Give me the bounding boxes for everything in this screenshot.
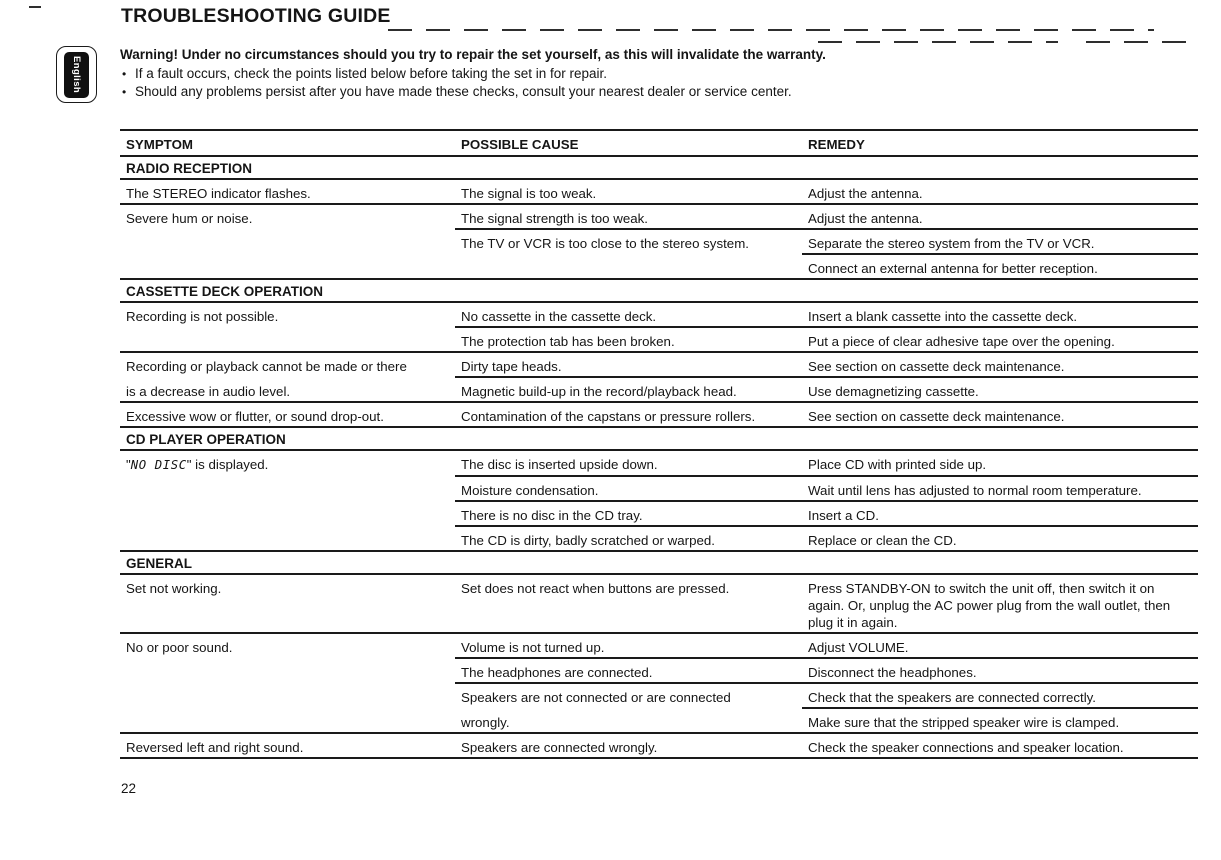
symptom-text: " is displayed.: [186, 457, 269, 472]
remedy-cell: See section on cassette deck maintenance.: [808, 359, 1065, 374]
cause-cell: wrongly.: [461, 715, 510, 730]
symptom-cell: The STEREO indicator flashes.: [126, 186, 311, 201]
scan-artifact-dash-line: [388, 29, 1154, 31]
symptom-cell: [120, 477, 455, 502]
table-body: [120, 157, 1198, 759]
table-row: [120, 527, 1198, 552]
page-number: 22: [121, 781, 137, 796]
symptom-cell: [120, 502, 455, 527]
bullet-marker: •: [122, 66, 127, 81]
cause-cell: There is no disc in the CD tray.: [461, 508, 643, 523]
cause-cell: The signal is too weak.: [461, 186, 597, 201]
symptom-cell: No or poor sound.: [126, 640, 233, 655]
cause-cell: Volume is not turned up.: [461, 640, 605, 655]
warning-bullet: [120, 83, 1130, 102]
warning-bullet-text: Should any problems persist after you have made these checks, consult your nearest dealer or service center.: [135, 84, 792, 99]
symptom-cell: Excessive wow or flutter, or sound drop-out.: [126, 409, 384, 424]
remedy-cell: See section on cassette deck maintenance.: [808, 409, 1065, 424]
cause-cell: No cassette in the cassette deck.: [461, 309, 657, 324]
table-row: [120, 255, 1198, 280]
table-row: [120, 205, 1198, 230]
symptom-text: ": [126, 457, 131, 472]
cause-cell: The headphones are connected.: [461, 665, 653, 680]
section-row: [120, 157, 1198, 180]
symptom-cell: [120, 328, 455, 353]
table-row: [120, 230, 1198, 255]
scan-artifact-dash-line: [818, 41, 1058, 43]
symptom-cell: Recording is not possible.: [126, 309, 279, 324]
cause-cell: The CD is dirty, badly scratched or warped.: [461, 533, 715, 548]
table-row: [120, 684, 1198, 709]
language-label: English: [71, 55, 82, 94]
header-remedy: REMEDY: [808, 137, 865, 152]
symptom-cell: [120, 684, 455, 709]
symptom-cell: Recording or playback cannot be made or there: [126, 359, 407, 374]
language-badge: [64, 52, 89, 98]
remedy-cell: Check that the speakers are connected correctly.: [808, 690, 1096, 705]
symptom-cell: Reversed left and right sound.: [126, 740, 304, 755]
cause-cell: Dirty tape heads.: [461, 359, 562, 374]
symptom-cell: [120, 709, 455, 734]
symptom-cell: Severe hum or noise.: [126, 211, 253, 226]
lcd-display-text: NO DISC: [130, 458, 187, 472]
page-title: TROUBLESHOOTING GUIDE: [121, 5, 391, 27]
section-row: [120, 280, 1198, 303]
table-row: [120, 378, 1198, 403]
scan-artifact-mark: [29, 6, 41, 8]
table-row: [120, 659, 1198, 684]
remedy-cell: Disconnect the headphones.: [808, 665, 977, 680]
symptom-cell: [120, 230, 455, 255]
symptom-cell: Set not working.: [126, 581, 222, 596]
table-row: [120, 634, 1198, 659]
table-row: [120, 303, 1198, 328]
cause-cell: Contamination of the capstans or pressure rollers.: [461, 409, 756, 424]
symptom-cell: [120, 451, 455, 477]
remedy-cell: Use demagnetizing cassette.: [808, 384, 979, 399]
table-row: [120, 451, 1198, 477]
remedy-cell: Replace or clean the CD.: [808, 533, 957, 548]
symptom-cell: is a decrease in audio level.: [126, 384, 291, 399]
cause-cell: The protection tab has been broken.: [461, 334, 675, 349]
troubleshooting-table: [120, 129, 1198, 759]
cause-cell: The disc is inserted upside down.: [461, 457, 658, 472]
symptom-cell: [120, 255, 455, 280]
warning-block: [120, 46, 1130, 102]
remedy-cell: Adjust the antenna.: [808, 211, 923, 226]
cause-cell: Moisture condensation.: [461, 483, 599, 498]
section-label: GENERAL: [126, 556, 193, 571]
cause-cell: Speakers are not connected or are connected: [461, 690, 731, 705]
table-row: [120, 403, 1198, 428]
remedy-cell: Press STANDBY-ON to switch the unit off, then switch it on again. Or, unplug the AC power plug from the wall outlet, then plug it in again.: [808, 581, 1171, 630]
table-row: [120, 502, 1198, 527]
cause-cell: Speakers are connected wrongly.: [461, 740, 658, 755]
header-cause: POSSIBLE CAUSE: [461, 137, 579, 152]
table-row: [120, 328, 1198, 353]
symptom-cell: [120, 527, 455, 552]
remedy-cell: Adjust the antenna.: [808, 186, 923, 201]
header-symptom: SYMPTOM: [126, 137, 193, 152]
table-row: [120, 734, 1198, 759]
section-label: CASSETTE DECK OPERATION: [126, 284, 324, 299]
cause-cell: Set does not react when buttons are pressed.: [461, 581, 730, 596]
remedy-cell: Put a piece of clear adhesive tape over the opening.: [808, 334, 1115, 349]
remedy-cell: Check the speaker connections and speaker location.: [808, 740, 1124, 755]
warning-heading: Warning! Under no circumstances should you try to repair the set yourself, as this will invalidate the warranty.: [120, 47, 826, 62]
scan-artifact-dash-line: [1086, 41, 1195, 43]
table-header-row: [120, 129, 1198, 157]
symptom-cell: [120, 659, 455, 684]
cause-cell: The TV or VCR is too close to the stereo system.: [461, 236, 749, 251]
remedy-cell: Adjust VOLUME.: [808, 640, 909, 655]
remedy-cell: Connect an external antenna for better reception.: [808, 261, 1098, 276]
warning-list: [120, 65, 1130, 102]
table-row: [120, 180, 1198, 205]
section-label: RADIO RECEPTION: [126, 161, 253, 176]
language-tab: [56, 46, 97, 103]
section-row: [120, 428, 1198, 451]
remedy-cell: Insert a CD.: [808, 508, 879, 523]
warning-bullet-text: If a fault occurs, check the points listed below before taking the set in for repair.: [135, 65, 608, 81]
remedy-cell: Make sure that the stripped speaker wire is clamped.: [808, 715, 1120, 730]
warning-bullet: [120, 65, 1130, 84]
section-row: [120, 552, 1198, 575]
remedy-cell: Wait until lens has adjusted to normal room temperature.: [808, 483, 1142, 498]
remedy-cell: Separate the stereo system from the TV or VCR.: [808, 236, 1095, 251]
section-label: CD PLAYER OPERATION: [126, 432, 286, 447]
table-row: [120, 575, 1198, 634]
table-row: [120, 353, 1198, 378]
table-row: [120, 709, 1198, 734]
cause-cell: [455, 255, 802, 280]
table-row: [120, 477, 1198, 502]
cause-cell: The signal strength is too weak.: [461, 211, 648, 226]
remedy-cell: Place CD with printed side up.: [808, 457, 987, 472]
bullet-marker: •: [122, 85, 127, 99]
cause-cell: Magnetic build-up in the record/playback head.: [461, 384, 737, 399]
remedy-cell: Insert a blank cassette into the cassette deck.: [808, 309, 1078, 324]
